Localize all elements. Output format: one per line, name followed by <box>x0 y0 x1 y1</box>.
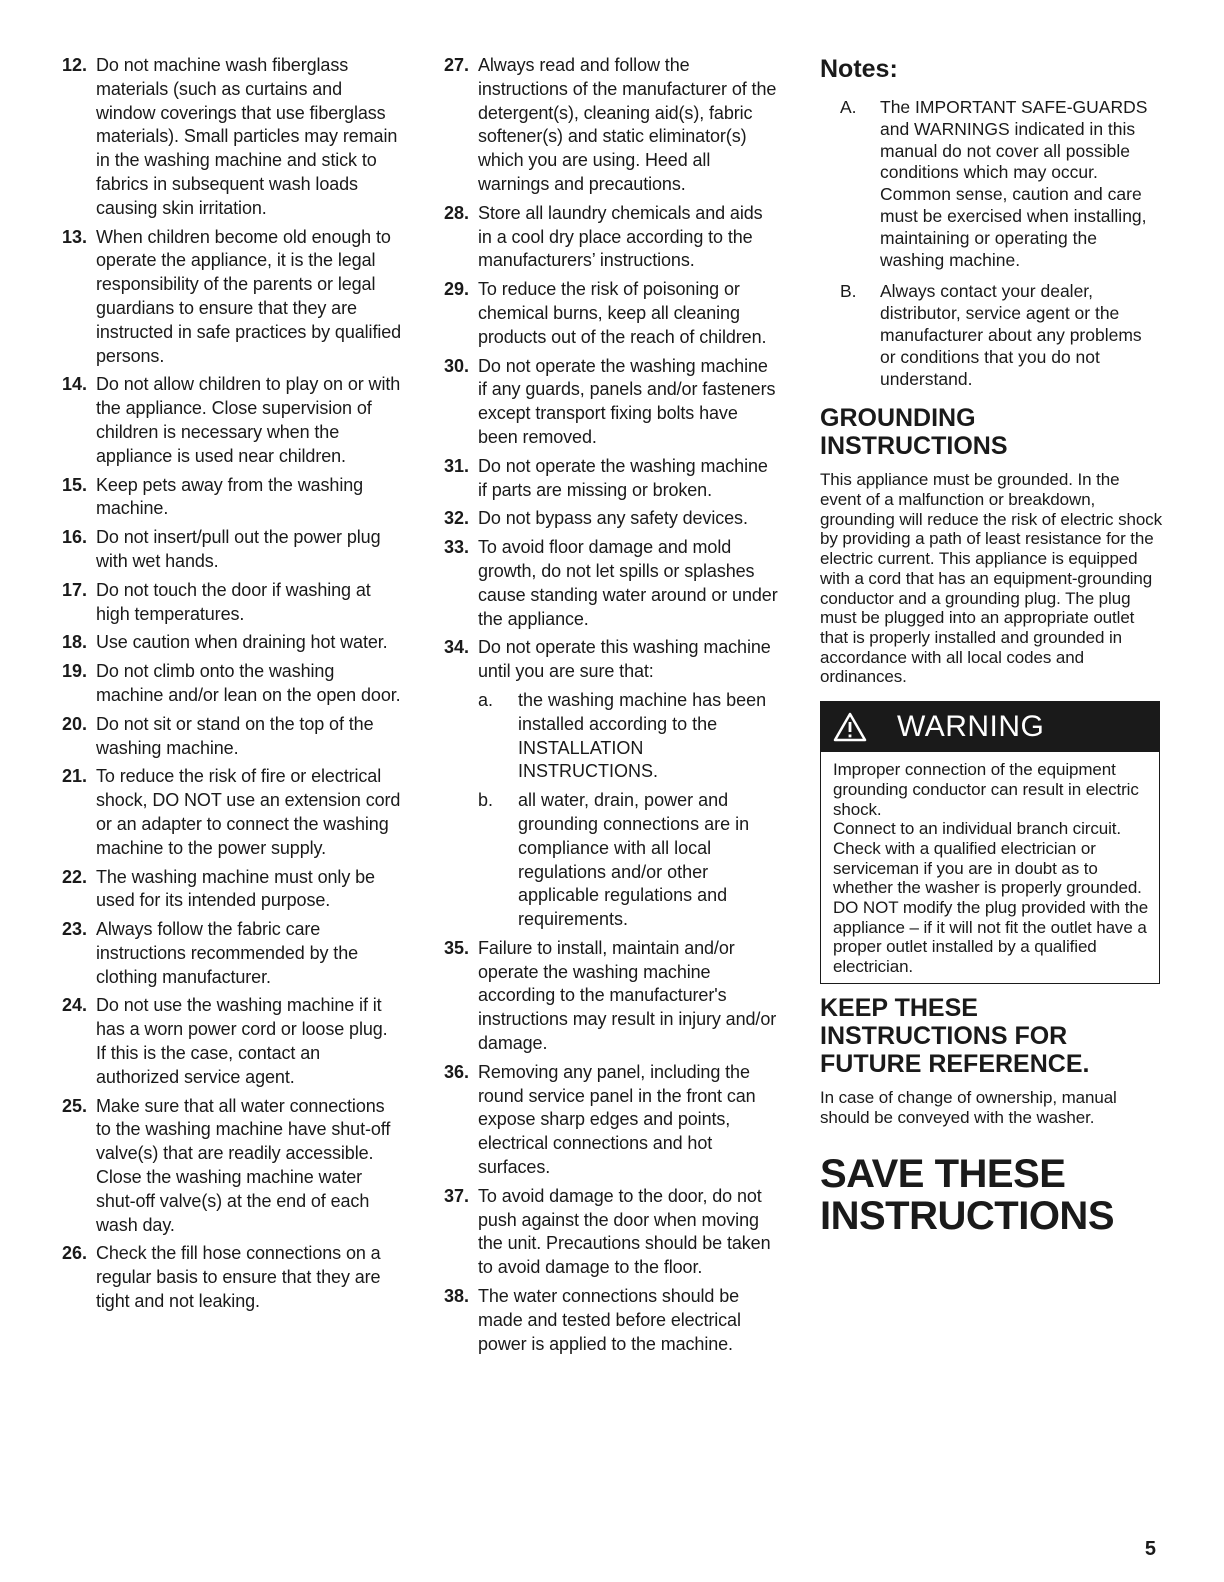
item-number: 26. <box>62 1243 88 1264</box>
item-number: 31. <box>444 455 470 476</box>
item-number: 30. <box>444 355 470 376</box>
item-number: 22. <box>62 866 88 887</box>
item-number: 24. <box>62 995 88 1016</box>
warning-line: DO NOT modify the plug provided with the appliance – if it will not fit the outlet have a proper outlet installed by a qualified electrician. <box>833 898 1149 977</box>
list-item <box>62 918 402 989</box>
note-item <box>840 281 1162 390</box>
item-text: To reduce the risk of fire or electrical shock, DO NOT use an extension cord or an adapter to connect the washing machine to the power supply. <box>96 766 401 858</box>
note-text: Always contact your dealer, distributor, service agent or the manufacturer about any problems or conditions that you do not understand. <box>880 281 1142 389</box>
warning-line: Check with a qualified electrician or serviceman if you are in doubt as to whether the washer is properly grounded. <box>833 838 1142 898</box>
item-text: To avoid damage to the door, do not push against the door when moving the unit. Precautions should be taken to avoid damage to the floor. <box>478 1185 771 1278</box>
list-item <box>444 536 778 631</box>
sub-item-letter: a. <box>478 689 494 710</box>
warning-triangle-icon <box>833 712 867 742</box>
item-number: 18. <box>62 632 88 653</box>
item-number: 14. <box>62 374 88 395</box>
note-item <box>840 97 1162 271</box>
item-number: 13. <box>62 226 88 247</box>
grounding-text: This appliance must be grounded. In the event of a malfunction or breakdown, grounding will reduce the risk of electric shock by providing a path of least resistance for the electric current. This appliance is equipped with a cord that has an equipment-grounding conductor and a grounding plug. The plug must be plugged into an appropriate outlet that is properly installed and grounded in accordance with all local codes and ordinances. <box>820 470 1162 687</box>
item-number: 27. <box>444 55 470 75</box>
list-item <box>62 765 402 860</box>
item-text: The water connections should be made and tested before electrical power is applied to the machine. <box>478 1286 741 1354</box>
item-number: 20. <box>62 713 88 734</box>
item-number: 33. <box>444 537 470 558</box>
item-number: 16. <box>62 527 88 548</box>
sub-list-item <box>478 689 778 784</box>
list-item <box>62 226 402 369</box>
list-item <box>62 54 402 221</box>
column-right <box>820 54 1162 1237</box>
item-text: To avoid floor damage and mold growth, do not let spills or splashes cause standing water around or under the appliance. <box>478 537 778 629</box>
save-heading <box>820 1153 1162 1237</box>
list-item <box>444 507 778 531</box>
item-text: Do not touch the door if washing at high temperatures. <box>96 579 371 624</box>
warning-box <box>820 701 1160 984</box>
item-text: Make sure that all water connections to the washing machine have shut-off valve(s) that are readily accessible. Close the washing machine water shut-off valve(s) at the end of each wash day. <box>96 1095 391 1235</box>
item-text: Do not bypass any safety devices. <box>478 508 748 529</box>
item-text: Do not operate this washing machine until you are sure that: <box>478 637 771 682</box>
keep-heading-line: FUTURE REFERENCE. <box>820 1049 1090 1078</box>
list-item <box>62 474 402 522</box>
grounding-heading <box>820 404 1162 460</box>
list-item <box>444 455 778 503</box>
list-item <box>62 373 402 468</box>
item-number: 12. <box>62 55 88 75</box>
item-text: Do not allow children to play on or with the appliance. Close supervision of children is necessary when the appliance is used near children. <box>96 374 401 466</box>
list-item <box>62 994 402 1089</box>
warning-line: Connect to an individual branch circuit. <box>833 819 1121 839</box>
item-number: 36. <box>444 1061 470 1082</box>
item-number: 35. <box>444 937 470 958</box>
sub-list <box>444 689 778 932</box>
item-text: Do not insert/pull out the power plug with wet hands. <box>96 527 381 571</box>
keep-text: In case of change of ownership, manual should be conveyed with the washer. <box>820 1087 1117 1127</box>
item-text: Check the fill hose connections on a regular basis to ensure that they are tight and not leaking. <box>96 1243 381 1312</box>
list-item <box>62 1242 402 1313</box>
list-item <box>444 202 778 273</box>
item-number: 17. <box>62 579 88 600</box>
item-text: Do not operate the washing machine if any guards, panels and/or fasteners except transport fixing bolts have been removed. <box>478 355 776 447</box>
sub-item-letter: b. <box>478 790 494 811</box>
list-item <box>62 866 402 914</box>
item-number: 34. <box>444 637 470 658</box>
item-text: Removing any panel, including the round service panel in the front can expose sharp edges and points, electrical connections and hot surfaces. <box>478 1061 756 1178</box>
item-text: When children become old enough to operate the appliance, it is the legal responsibility of the parents or legal guardians to ensure that they are instructed in safe practices by qualified persons. <box>96 226 402 366</box>
item-text: Do not operate the washing machine if parts are missing or broken. <box>478 455 768 500</box>
list-item <box>62 631 402 655</box>
warning-header <box>821 702 1159 752</box>
list-item <box>444 278 778 349</box>
sub-item-text: the washing machine has been installed according to the INSTALLATION INSTRUCTIONS. <box>518 689 767 782</box>
list-item <box>444 1185 778 1280</box>
item-number: 28. <box>444 202 470 223</box>
item-text: Do not machine wash fiberglass materials (such as curtains and window coverings that use fiberglass materials). Small particles may remain in the washing machine and stick to fabrics in subsequent wash loads causing skin irritation. <box>96 55 398 218</box>
item-text: Use caution when draining hot water. <box>96 632 388 653</box>
list-item <box>444 1285 778 1356</box>
item-number: 19. <box>62 661 88 682</box>
keep-heading-line: KEEP THESE <box>820 993 978 1022</box>
keep-heading-line: INSTRUCTIONS FOR <box>820 1021 1068 1050</box>
item-text: To reduce the risk of poisoning or chemical burns, keep all cleaning products out of the reach of children. <box>478 279 767 347</box>
notes-heading: Notes: <box>820 55 898 83</box>
item-text: Do not climb onto the washing machine and/or lean on the open door. <box>96 661 401 705</box>
item-number: 32. <box>444 508 470 529</box>
item-text: The washing machine must only be used for its intended purpose. <box>96 866 375 911</box>
item-number: 23. <box>62 919 88 940</box>
item-text: Always follow the fabric care instructions recommended by the clothing manufacturer. <box>96 919 359 987</box>
keep-heading <box>820 994 1162 1078</box>
sub-item-text: all water, drain, power and grounding connections are in compliance with all local regulations and/or other applicable regulations and requirements. <box>518 790 750 930</box>
item-text: Do not use the washing machine if it has a worn power cord or loose plug. If this is the case, contact an authorized service agent. <box>96 995 388 1087</box>
item-text: Keep pets away from the washing machine. <box>96 474 364 519</box>
list-item <box>444 54 778 197</box>
warning-label: WARNING <box>897 710 1045 744</box>
item-number: 21. <box>62 766 88 787</box>
grounding-heading-line: GROUNDING <box>820 404 976 433</box>
item-text: Do not sit or stand on the top of the washing machine. <box>96 713 374 758</box>
list-item <box>62 526 402 574</box>
list-item <box>62 713 402 761</box>
item-text: Always read and follow the instructions of the manufacturer of the detergent(s), cleaning aid(s), fabric softener(s) and static eliminator(s) which you are using. Heed all warnings and precautions. <box>478 55 777 194</box>
item-number: 15. <box>62 474 88 495</box>
list-item <box>444 1061 778 1180</box>
sub-list-item <box>478 789 778 932</box>
item-number: 37. <box>444 1185 470 1206</box>
column-left <box>62 54 402 1319</box>
note-letter: A. <box>840 97 857 117</box>
item-text: Store all laundry chemicals and aids in a cool dry place according to the manufacturers’ instructions. <box>478 202 763 271</box>
item-number: 38. <box>444 1286 470 1307</box>
save-heading-line: INSTRUCTIONS <box>820 1194 1114 1239</box>
list-item <box>62 1095 402 1238</box>
list-item <box>62 579 402 627</box>
list-item <box>62 660 402 708</box>
grounding-heading-line: INSTRUCTIONS <box>820 432 1008 461</box>
save-heading-line: SAVE THESE <box>820 1152 1066 1197</box>
note-letter: B. <box>840 281 857 302</box>
list-item <box>444 937 778 1056</box>
page-number: 5 <box>1144 1538 1156 1560</box>
item-number: 25. <box>62 1095 88 1116</box>
column-middle <box>444 54 778 1361</box>
warning-line: Improper connection of the equipment grounding conductor can result in electric shock. <box>833 760 1139 819</box>
warning-body <box>821 752 1159 983</box>
list-item <box>444 355 778 450</box>
item-text: Failure to install, maintain and/or operate the washing machine according to the manufacturer's instructions may result in injury and/or damage. <box>478 937 777 1054</box>
note-text: The IMPORTANT SAFE-GUARDS and WARNINGS indicated in this manual do not cover all possible conditions which may occur. Common sense, caution and care must be exercised when installing, maintaining or operating the washing machine. <box>880 97 1148 270</box>
list-item <box>444 636 778 684</box>
item-number: 29. <box>444 279 470 300</box>
